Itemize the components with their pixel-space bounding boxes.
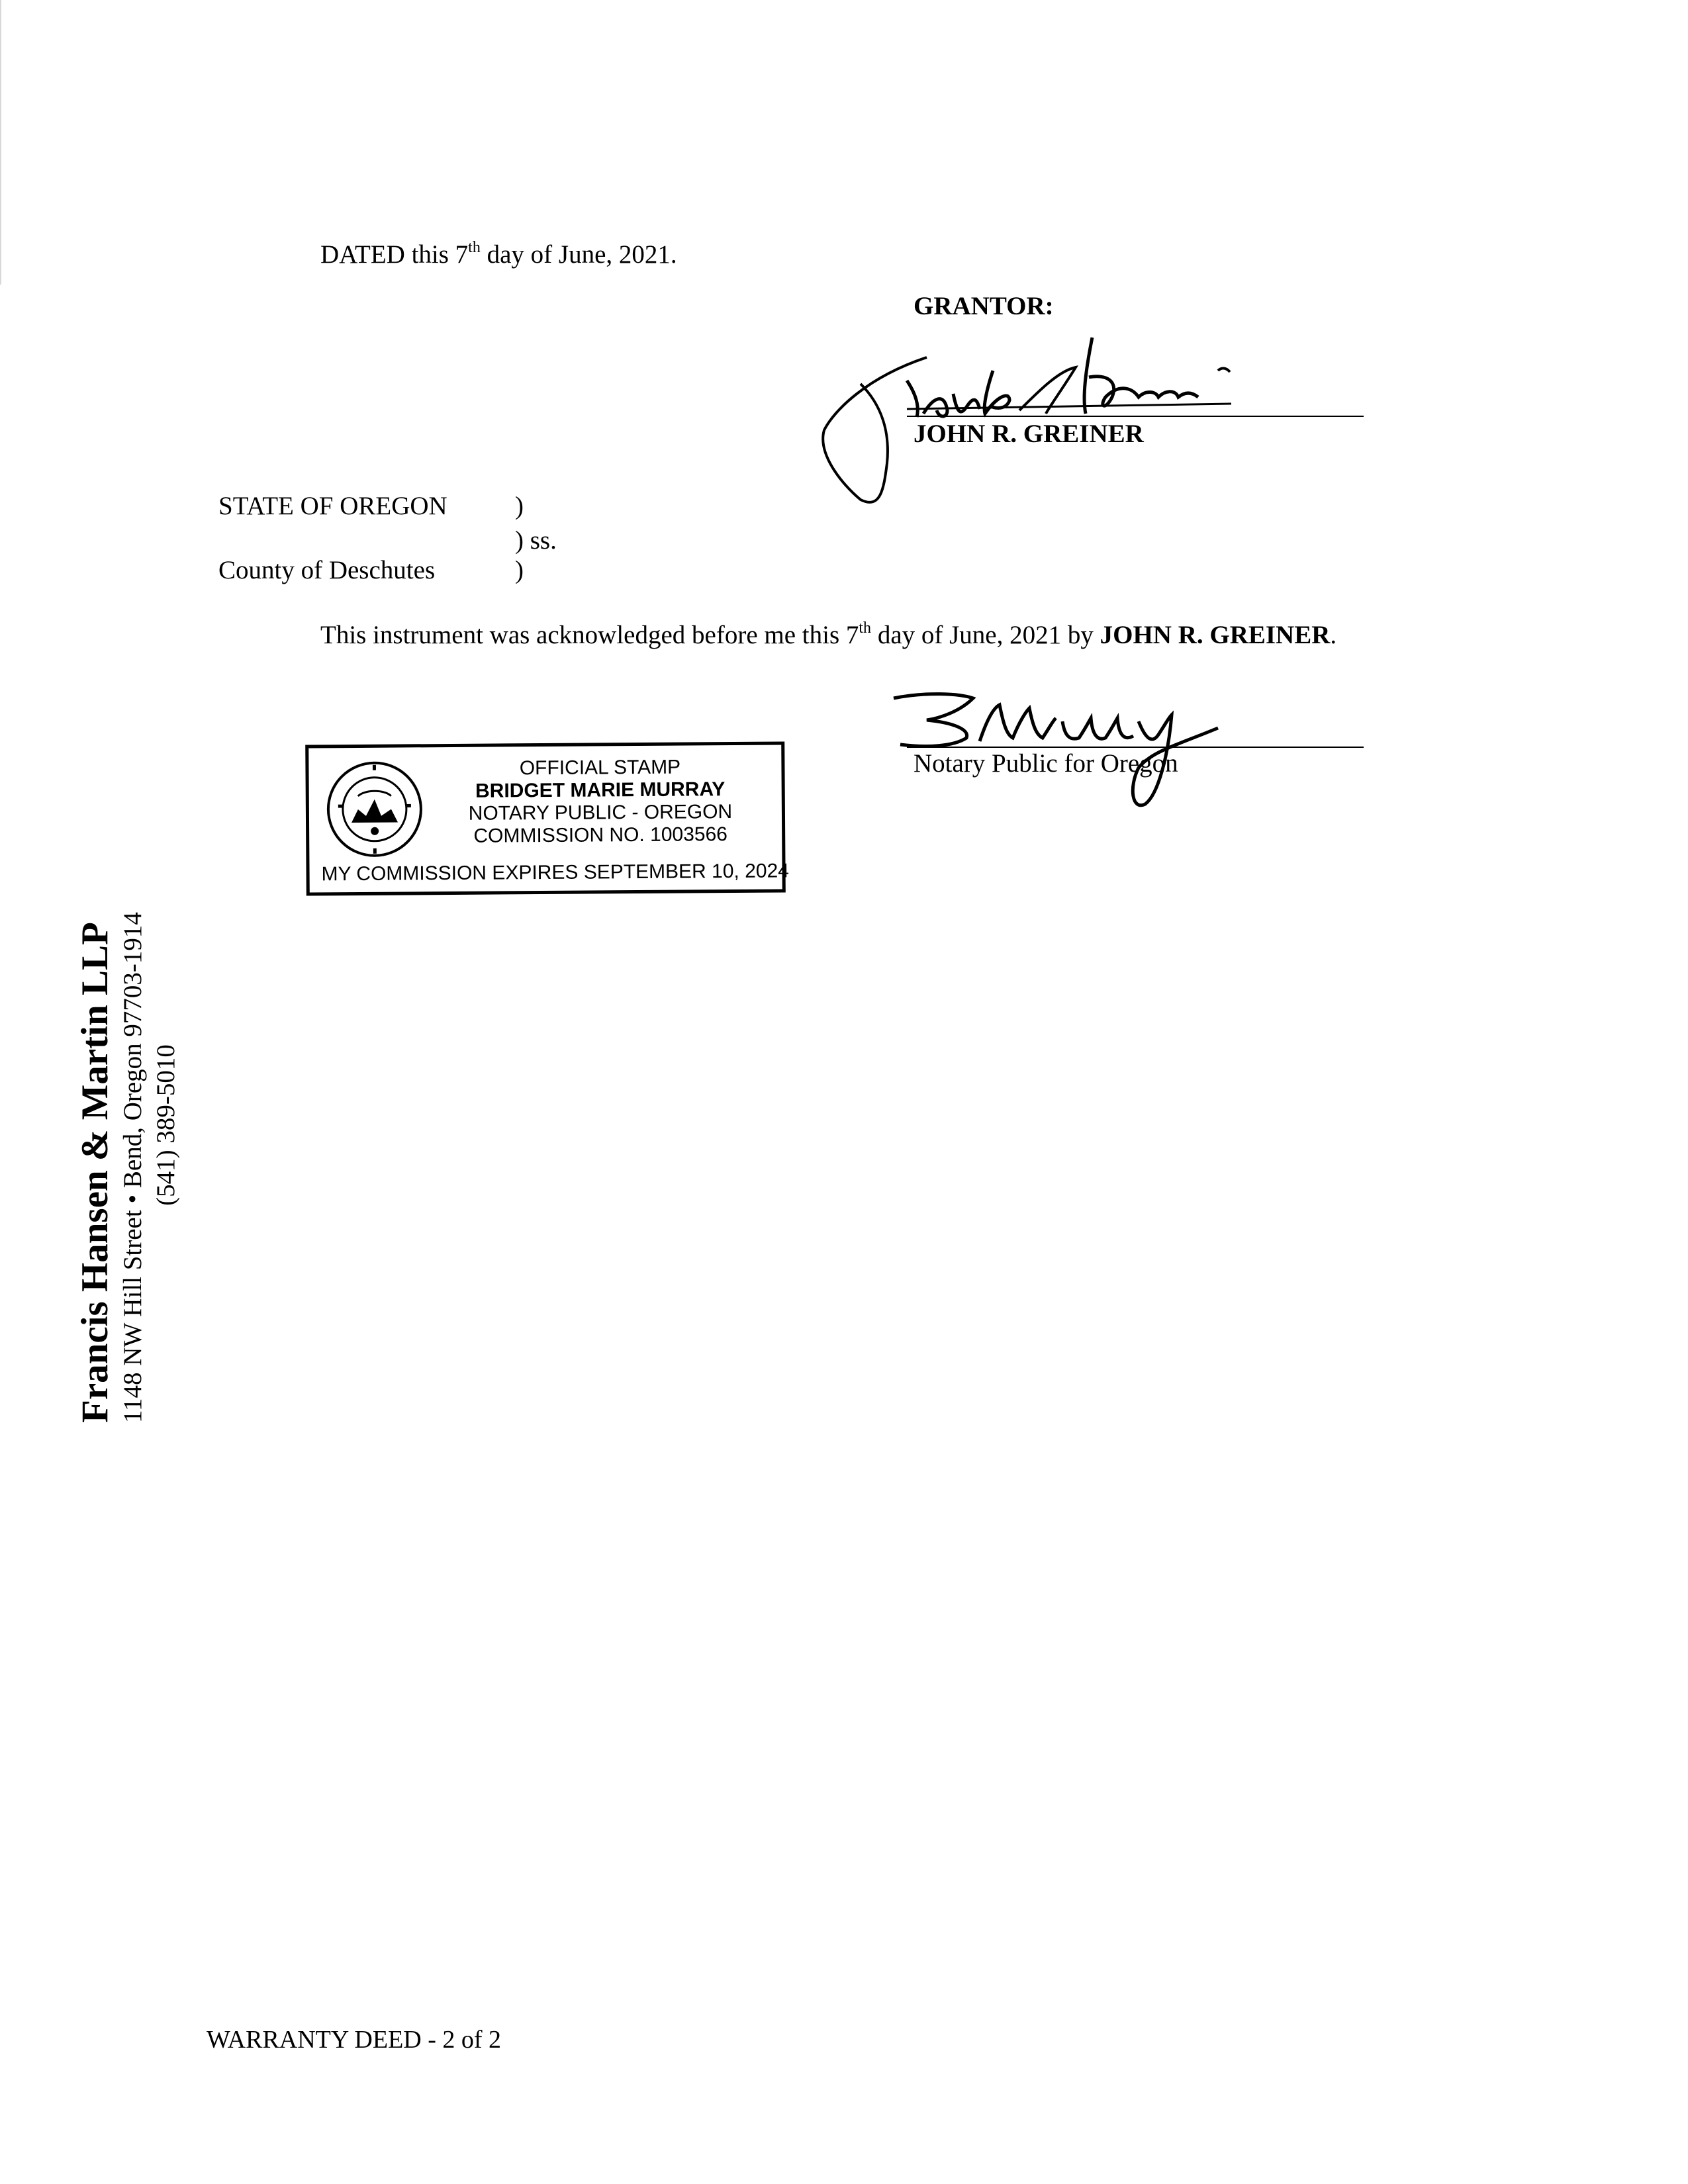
notary-signature-line: [907, 747, 1364, 748]
venue-county: County of Deschutes: [218, 556, 436, 584]
stamp-commission-number: COMMISSION NO. 1003566: [473, 823, 728, 847]
dated-line: DATED this 7th day of June, 2021.: [320, 239, 677, 269]
venue-paren-1: ): [515, 492, 524, 520]
notary-title: Notary Public for Oregon: [914, 749, 1178, 778]
official-notary-stamp: [305, 741, 790, 895]
grantor-name: JOHN R. GREINER: [914, 420, 1144, 448]
firm-name: Francis Hansen & Martin LLP: [74, 922, 116, 1423]
oregon-state-seal-icon: [324, 759, 424, 862]
law-firm-block: [76, 788, 275, 1423]
document-footer: WARRANTY DEED - 2 of 2: [207, 2026, 502, 2054]
acknowledgment-statement: This instrument was acknowledged before me this 7th day of June, 2021 by JOHN R. GREINER.: [320, 619, 1337, 649]
stamp-commission-expiry: MY COMMISSION EXPIRES SEPTEMBER 10, 2024: [321, 860, 790, 886]
stamp-notary-title: NOTARY PUBLIC - OREGON: [468, 801, 733, 825]
venue-paren-3: ): [515, 556, 524, 584]
firm-address: 1148 NW Hill Street • Bend, Oregon 97703-1914: [118, 912, 147, 1423]
venue-ss: ) ss.: [515, 526, 557, 555]
stamp-heading: OFFICIAL STAMP: [519, 756, 681, 780]
firm-phone: (541) 389-5010: [152, 1044, 180, 1206]
grantor-heading: GRANTOR:: [914, 292, 1054, 320]
acknowledged-party-name: JOHN R. GREINER: [1100, 621, 1331, 649]
venue-state: STATE OF OREGON: [218, 492, 447, 520]
stamp-notary-name: BRIDGET MARIE MURRAY: [475, 778, 726, 802]
grantor-signature-line: [907, 416, 1364, 417]
scan-edge-line: [0, 0, 1, 285]
